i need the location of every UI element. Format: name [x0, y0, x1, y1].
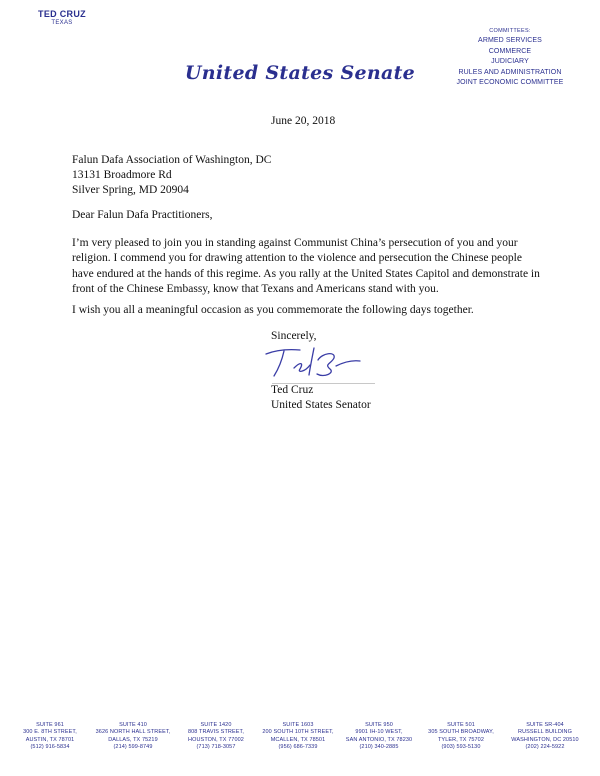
office-phone: (956) 686-7339 [278, 743, 318, 750]
committee-item: JOINT ECONOMIC COMMITTEE [456, 79, 564, 86]
office-street: 808 TRAVIS STREET, [187, 729, 244, 736]
office-suite: SUITE 1420 [200, 722, 232, 728]
office-houston [176, 722, 256, 751]
office-street: 3626 NORTH HALL STREET, [95, 729, 171, 736]
office-phone: (210) 340-2885 [359, 743, 399, 750]
office-phone: (202) 224-5922 [525, 743, 565, 750]
committee-heading: COMMITTEES: [489, 28, 531, 34]
letter-date: June 20, 2018 [271, 115, 336, 127]
office-street: 300 E. 8TH STREET, [23, 729, 77, 736]
salutation: Dear Falun Dafa Practitioners, [72, 209, 213, 221]
sender-name: TED CRUZ [38, 9, 86, 19]
office-dallas [93, 722, 173, 751]
signature-graphic [262, 338, 382, 384]
office-city: MCALLEN, TX 78501 [270, 736, 326, 743]
office-suite: SUITE 961 [36, 722, 64, 728]
office-phone: (903) 593-5130 [441, 743, 481, 750]
senate-masthead: United States Senate [184, 62, 416, 84]
office-suite: SUITE 1603 [282, 722, 314, 728]
signer-title: United States Senator [271, 399, 371, 411]
recipient-line: 13131 Broadmore Rd [72, 169, 172, 181]
office-street: 305 SOUTH BROADWAY, [428, 729, 494, 736]
office-city: WASHINGTON, DC 20510 [511, 736, 579, 743]
recipient-line: Falun Dafa Association of Washington, DC [72, 154, 272, 166]
office-tyler [421, 722, 501, 751]
office-phone: (214) 599-8749 [113, 743, 153, 750]
office-austin [10, 722, 90, 751]
office-phone: (713) 718-3057 [196, 743, 236, 750]
office-city: HOUSTON, TX 77002 [188, 736, 244, 743]
office-suite: SUITE SR-404 [526, 722, 564, 728]
office-city: TYLER, TX 75702 [437, 736, 485, 743]
signer-name: Ted Cruz [271, 384, 314, 396]
office-mcallen [258, 722, 338, 751]
sender-block [22, 9, 102, 26]
office-city: AUSTIN, TX 78701 [25, 736, 75, 743]
office-san-antonio [339, 722, 419, 751]
office-city: DALLAS, TX 75219 [108, 736, 158, 743]
office-city: SAN ANTONIO, TX 78230 [345, 736, 413, 743]
office-phone: (512) 916-5834 [30, 743, 70, 750]
office-addresses [0, 722, 600, 776]
recipient-line: Silver Spring, MD 20904 [72, 184, 189, 196]
office-suite: SUITE 501 [447, 722, 475, 728]
committee-item: JUDICIARY [491, 58, 529, 65]
recipient-address [72, 153, 271, 198]
office-street: RUSSELL BUILDING [518, 729, 572, 736]
office-street: 200 SOUTH 10TH STREET, [262, 729, 334, 736]
office-washington [505, 722, 585, 751]
office-suite: SUITE 950 [365, 722, 393, 728]
office-street: 9901 IH-10 WEST, [355, 729, 403, 736]
body-paragraph: I wish you all a meaningful occasion as you commemorate the following days together. [72, 304, 474, 316]
body-paragraph: I’m very pleased to join you in standing against Communist China’s persecution of you and your religion. I commend you for drawing attention to the violence and persecution the Chinese people have endured at the hands of this regime. As you rally at the United States Capitol and demonstrate in front of the Chinese Embassy, know that Texans and Americans stand with you. [72, 237, 540, 295]
office-suite: SUITE 410 [119, 722, 147, 728]
committee-item: RULES AND ADMINISTRATION [458, 68, 562, 76]
committee-list [440, 28, 580, 89]
committee-item: ARMED SERVICES [478, 37, 542, 44]
sender-state: TEXAS [51, 20, 73, 26]
closing: Sincerely, [271, 330, 317, 342]
committee-item: COMMERCE [488, 47, 532, 55]
